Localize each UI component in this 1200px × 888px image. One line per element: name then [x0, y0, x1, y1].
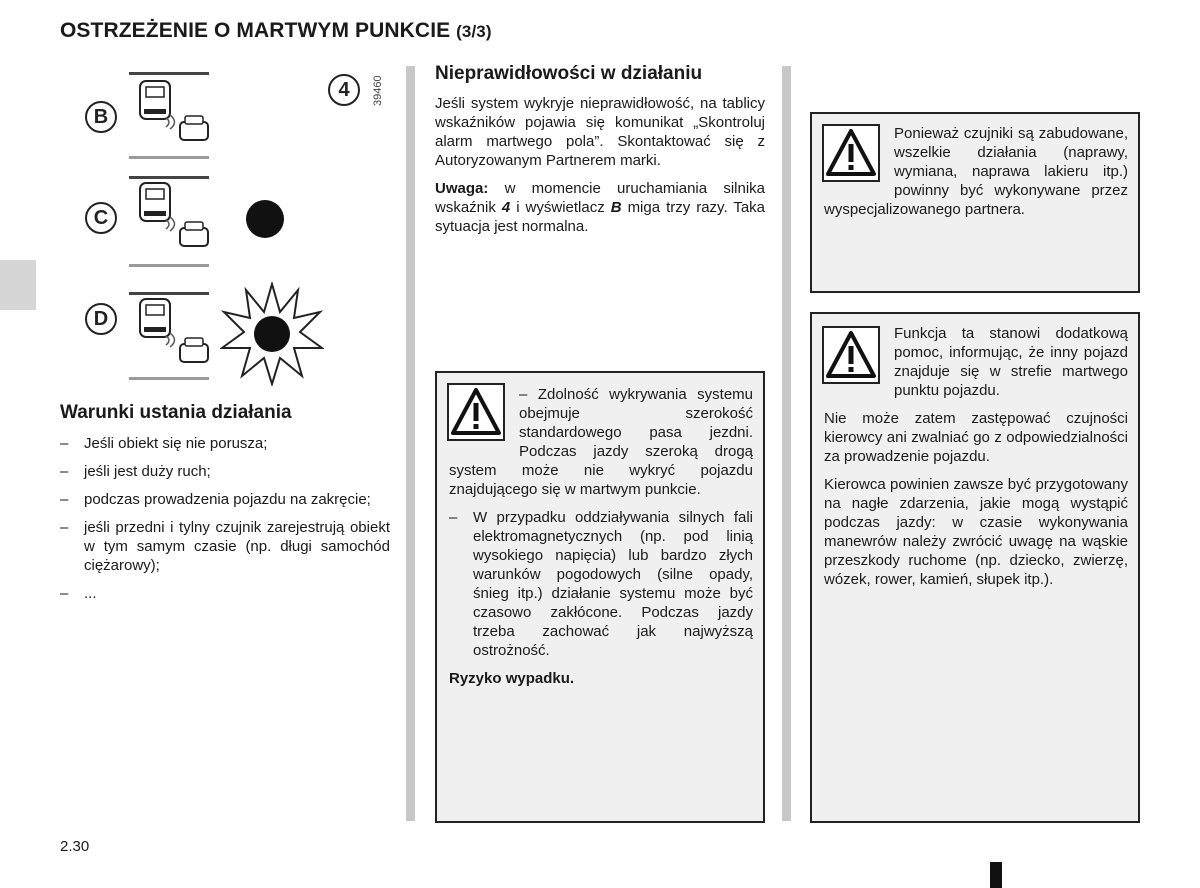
- list-item: – Jeśli obiekt się nie porusza;: [60, 435, 268, 452]
- chapter-tab: [0, 260, 36, 310]
- panel-d-label: D: [85, 303, 117, 335]
- warning-box-detection: [435, 371, 765, 823]
- conditions-heading: Warunki ustania działania: [60, 402, 292, 423]
- warning-assist-text-2: Nie może zatem zastępować czujności kierowcy ani zwalniać go z odpowiedzialności za prowadzenie pojazdu.: [824, 410, 1128, 465]
- column-divider-left: [406, 66, 415, 821]
- list-item: – jeśli jest duży ruch;: [60, 463, 211, 480]
- warning-item-1: – Zdolność wykrywania systemu obejmuje szerokość standardowego pasa jezdni. Podczas jazdy szeroką drogą system może nie wykryć pojazdu znajdującego się w martwym punkcie.: [449, 386, 753, 498]
- lane-line-bottom: [129, 377, 209, 380]
- indicator-on-icon: [242, 196, 288, 242]
- list-item: – jeśli przedni i tylny czujnik zarejestrują obiekt w tym samym czasie (np. długi samochód ciężarowy);: [60, 519, 390, 574]
- page-title-text: OSTRZEŻENIE O MARTWYM PUNKCIE: [60, 19, 451, 42]
- list-item: – ...: [60, 585, 97, 602]
- warning-box-assist: [810, 312, 1140, 823]
- note-ref-b: B: [610, 199, 622, 216]
- warning-box-sensors: [810, 112, 1140, 293]
- car-pair-icon-d: [138, 298, 218, 372]
- panel-c-label: C: [85, 202, 117, 234]
- warning-risk: Ryzyko wypadku.: [449, 670, 575, 687]
- car-pair-icon-c: [138, 182, 218, 256]
- note-label: Uwaga:: [435, 180, 489, 197]
- car-pair-icon-b: [138, 80, 218, 150]
- blind-spot-illustration: [60, 66, 390, 396]
- warning-assist-text-3: Kierowca powinien zawsze być przygotowany na nagłe zdarzenia, jakie mogą wystąpić podczas jazdy: w czasie wykonywania manewrów należy zwrócić uwagę na wąskie przeszkody ruchome (np. dziecko, zwierzę, wózek, rower, kamień, słupek itp.).: [824, 476, 1128, 588]
- warning-sensors-text: Ponieważ czujniki są zabudowane, wszelkie działania (naprawy, wymiana, naprawa lakieru itp.) powinny być wykonywane przez wyspecjalizowanego partnera.: [824, 125, 1128, 218]
- page-title-suffix: (3/3): [456, 22, 492, 41]
- malfunction-heading: Nieprawidłowości w działaniu: [435, 63, 703, 84]
- malfunction-paragraph: Jeśli system wykryje nieprawidłowość, na tablicy wskaźników pojawia się komunikat „Skontroluj alarm martwego pola”. Skontaktować się z Autoryzowanym Partnerem marki.: [435, 95, 765, 169]
- page-number: 2.30: [60, 838, 90, 855]
- lane-line-top: [129, 292, 209, 295]
- conditions-list: [60, 434, 390, 612]
- page-title: [60, 19, 492, 43]
- figure-reference: 39460: [372, 75, 384, 106]
- lane-line-top: [129, 176, 209, 179]
- page-edge-marker: [990, 862, 1002, 888]
- indicator-flashing-icon: [220, 282, 324, 386]
- panel-b-label: B: [85, 101, 117, 133]
- lane-line-bottom: [129, 264, 209, 267]
- malfunction-note: Uwaga: w momencie uruchamiania silnika wskaźnik 4 i wyświetlacz B miga trzy razy. Taka sytuacja jest normalna.: [435, 180, 766, 235]
- warning-assist-text-1: Funkcja ta stanowi dodatkową pomoc, informując, że inny pojazd znajduje się w strefie martwego punktu pojazdu.: [894, 325, 1128, 399]
- indicator-4-label: 4: [328, 74, 360, 106]
- list-item: – podczas prowadzenia pojazdu na zakręcie;: [60, 491, 371, 508]
- malfunction-text: [435, 94, 765, 245]
- warning-item-2: – W przypadku oddziaływania silnych fali elektromagnetycznych (np. pod linią wysokiego napięcia) lub bardzo złych warunków pogodowych (silne opady, śnieg itp.) działanie systemu może być czasowo zakłócone. Podczas jazdy trzeba zachować jak najwyższą ostrożność.: [449, 509, 753, 659]
- note-ref-4: 4: [501, 199, 511, 216]
- lane-line-bottom: [129, 156, 209, 159]
- lane-line-top: [129, 72, 209, 75]
- column-divider-right: [782, 66, 791, 821]
